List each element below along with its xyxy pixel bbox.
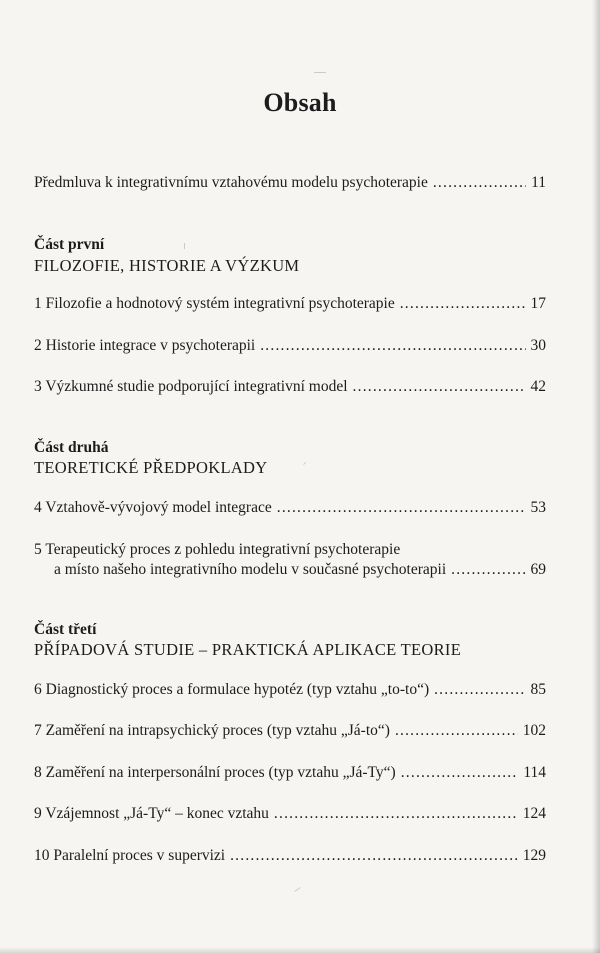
dot-leader: [433, 173, 526, 193]
part-title: PŘÍPADOVÁ STUDIE – PRAKTICKÁ APLIKACE TEORIE: [34, 640, 462, 659]
toc-entry-chapter-5[interactable]: [54, 560, 546, 580]
toc-entry-text: Předmluva k integrativnímu vztahovému modelu psychoterapie: [34, 174, 428, 191]
dot-leader: [277, 498, 526, 518]
dot-leader: [353, 377, 526, 397]
toc-entry-preface[interactable]: [34, 173, 546, 193]
scan-speck: [294, 887, 300, 892]
toc-entry-chapter-9[interactable]: [34, 804, 546, 824]
toc-entry-page: 42: [530, 378, 546, 395]
dot-leader: [260, 336, 525, 356]
toc-entry-page: 53: [530, 499, 546, 516]
toc-entry-text: 1 Filozofie a hodnotový systém integrativní psychoterapie: [34, 295, 395, 312]
scan-speck: [314, 72, 326, 73]
toc-entry-chapter-3[interactable]: [34, 377, 546, 397]
toc-entry-chapter-7[interactable]: [34, 721, 546, 741]
toc-entry-page: 124: [522, 805, 546, 822]
toc-entry-page: 30: [530, 337, 546, 354]
toc-entry-chapter-5-line-1[interactable]: 5 Terapeutický proces z pohledu integrativní psychoterapie: [34, 541, 401, 558]
toc-entry-page: 129: [522, 847, 546, 864]
toc-entry-chapter-1[interactable]: [34, 294, 546, 314]
dot-leader: [230, 846, 518, 866]
scan-speck: [184, 243, 185, 249]
toc-entry-chapter-10[interactable]: [34, 846, 546, 866]
page-title: Obsah: [263, 88, 337, 117]
scan-speck: [303, 462, 306, 465]
toc-entry-page: 69: [530, 561, 546, 578]
toc-entry-page: 85: [530, 681, 546, 698]
toc-entry-chapter-2[interactable]: [34, 336, 546, 356]
page-edge-shadow: [592, 0, 600, 953]
part-title: TEORETICKÉ PŘEDPOKLADY: [34, 458, 268, 477]
toc-entry-text: a místo našeho integrativního modelu v současné psychoterapii: [54, 561, 447, 578]
dot-leader: [401, 763, 519, 783]
dot-leader: [451, 560, 525, 580]
page-bottom-shadow: [0, 947, 600, 953]
toc-entry-text: 9 Vzájemnost „Já-Ty“ – konec vztahu: [34, 805, 269, 822]
dot-leader: [274, 804, 518, 824]
toc-entry-page: 11: [531, 174, 546, 191]
part-label: Část druhá: [34, 439, 109, 456]
part-label: Část první: [34, 236, 105, 253]
toc-entry-text: 2 Historie integrace v psychoterapii: [34, 337, 256, 354]
part-title: FILOZOFIE, HISTORIE A VÝZKUM: [34, 256, 300, 275]
toc-entry-text: 3 Výzkumné studie podporující integrativní model: [34, 378, 348, 395]
toc-entry-text: 10 Paralelní proces v supervizi: [34, 847, 226, 864]
toc-entry-page: 114: [523, 764, 546, 781]
part-label: Část třetí: [34, 621, 97, 638]
dot-leader: [434, 680, 525, 700]
dot-leader: [400, 294, 526, 314]
toc-entry-text: 7 Zaměření na intrapsychický proces (typ vztahu „Já-to“): [34, 722, 390, 739]
toc-entry-chapter-6[interactable]: [34, 680, 546, 700]
toc-entry-chapter-4[interactable]: [34, 498, 546, 518]
toc-entry-page: 17: [530, 295, 546, 312]
toc-entry-text: 8 Zaměření na interpersonální proces (typ vztahu „Já-Ty“): [34, 764, 396, 781]
toc-entry-chapter-8[interactable]: [34, 763, 546, 783]
toc-entry-text: 6 Diagnostický proces a formulace hypotéz (typ vztahu „to-to“): [34, 681, 430, 698]
toc-entry-text: 4 Vztahově-vývojový model integrace: [34, 499, 272, 516]
toc-entry-page: 102: [522, 722, 546, 739]
dot-leader: [395, 721, 518, 741]
